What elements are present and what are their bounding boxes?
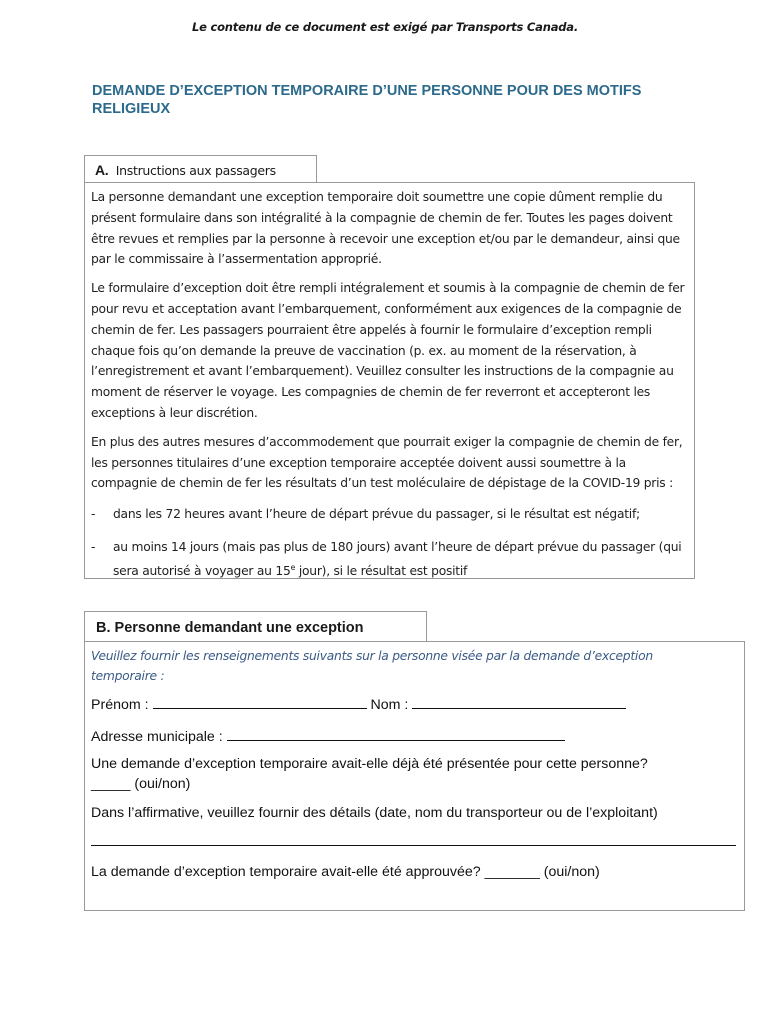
page-title: DEMANDE D’EXCEPTION TEMPORAIRE D’UNE PERSONNE POUR DES MOTIFS RELIGIEUX (92, 83, 642, 117)
adresse-label: Adresse municipale : (91, 729, 223, 745)
bullet-2-text: au moins 14 jours (mais pas plus de 180 jours) avant l’heure de départ prévue du passager (qui sera autorisé à voyager au 15 (113, 539, 682, 578)
section-a-paragraph-1: La personne demandant une exception temporaire doit soumettre une copie dûment remplie du présent formulaire dans son intégralité à la compagnie de chemin de fer. Toutes les pages doivent être revues et remplies par la personne à recevoir une exception et/ou par le demandeur, ainsi que par le commissaire à l’assermentation approprié. (91, 190, 680, 267)
section-b-box (84, 641, 745, 911)
address-row (91, 726, 565, 747)
question-1-text: Une demande d’exception temporaire avait-elle déjà été présentée pour cette personne? (91, 756, 648, 772)
question-1-answer[interactable]: _____ (oui/non) (91, 776, 191, 792)
bullet-2-text-end: jour), si le résultat est positif (295, 563, 468, 578)
section-b-heading: B. Personne demandant une exception (96, 620, 364, 636)
nom-label: Nom : (370, 697, 409, 713)
bullet-dash: - (91, 507, 96, 522)
adresse-field[interactable] (227, 726, 565, 741)
list-item (91, 537, 691, 582)
question-3-text[interactable]: La demande d’exception temporaire avait-elle été approuvée? _______ (oui/non) (91, 864, 600, 880)
bullet-2-superscript: e (290, 562, 296, 572)
details-field[interactable] (91, 845, 736, 846)
prenom-label: Prénom : (91, 697, 149, 713)
section-a-heading-text: Instructions aux passagers (115, 163, 276, 178)
section-b-tab (84, 611, 427, 642)
section-a-heading (95, 162, 276, 178)
bullet-dash: - (91, 539, 96, 554)
question-2-text: Dans l’affirmative, veuillez fournir des détails (date, nom du transporteur ou de l’exploitant) (91, 805, 658, 821)
section-a-paragraph-3: En plus des autres mesures d’accommodement que pourrait exiger la compagnie de chemin de fer, les personnes titulaires d’une exception temporaire acceptée doivent aussi soumettre à la compagnie de chemin de fer les résultats d’un test moléculaire de dépistage de la COVID-19 pris : (91, 434, 683, 491)
prenom-field[interactable] (153, 694, 367, 709)
section-a-letter: A. (95, 162, 109, 178)
section-b-hint: Veuillez fournir les renseignements suivants sur la personne visée par la demande d’exception temporaire : (91, 649, 653, 683)
section-a-tab (84, 155, 317, 183)
section-a-box (84, 182, 695, 579)
list-item (91, 504, 691, 525)
question-1 (91, 754, 731, 794)
nom-field[interactable] (412, 694, 626, 709)
section-a-paragraph-2: Le formulaire d’exception doit être rempli intégralement et soumis à la compagnie de chemin de fer pour revu et acceptation avant l’embarquement, conformément aux exigences de la compagnie de chemin de fer. Les passagers pourraient être appelés à fournir le formulaire d’exception rempli chaque fois qu’on demande la preuve de vaccination (p. ex. au moment de la réservation, à l’enregistrement et avant l’embarquement). Veuillez consulter les instructions de la compagnie au moment de réserver le voyage. Les compagnies de chemin de fer reverront et accepteront les exceptions à leur discrétion. (91, 281, 685, 420)
name-row (91, 694, 626, 715)
header-note: Le contenu de ce document est exigé par Transports Canada. (191, 20, 579, 34)
bullet-1-text: dans les 72 heures avant l’heure de départ prévue du passager, si le résultat est négatif; (113, 507, 640, 522)
